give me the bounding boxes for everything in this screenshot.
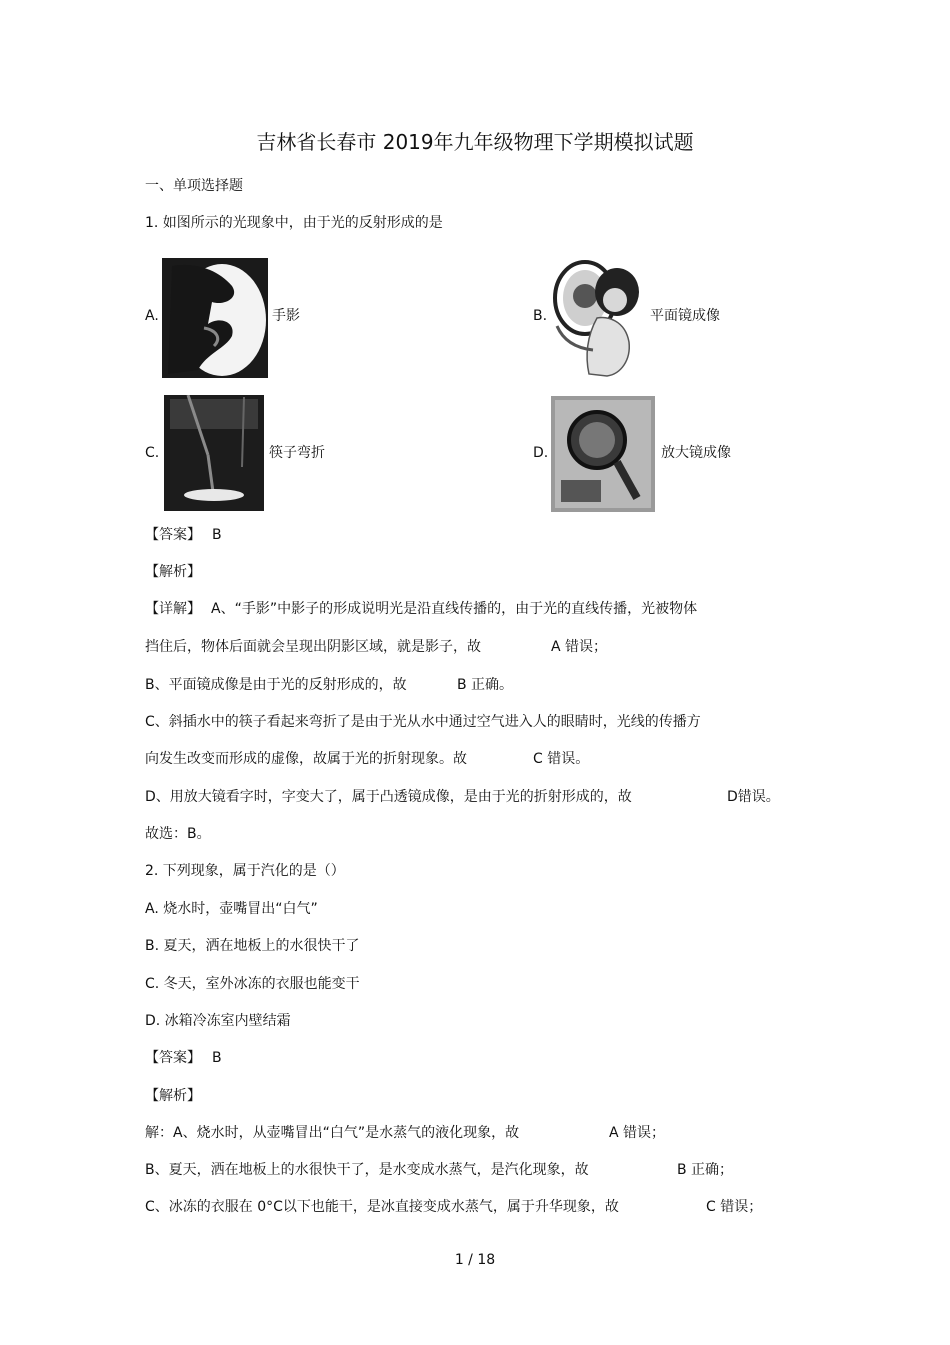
option-c-letter: C. <box>145 445 160 461</box>
q2-analysis-line-3: C、冰冻的衣服在 0°C以下也能干，是冰直接变成水蒸气，属于升华现象，故 <box>145 1199 619 1215</box>
q2-analysis-line-1: 解：A、烧水时，从壶嘴冒出“白气”是水蒸气的液化现象，故 <box>145 1125 520 1141</box>
page-number: 1 / 18 <box>454 1252 496 1268</box>
question-1-stem: 1. 如图所示的光现象中，由于光的反射形成的是 <box>145 215 443 231</box>
q2-option-b: B. 夏天，洒在地板上的水很快干了 <box>145 938 360 954</box>
q1-conclusion: 故选：B。 <box>145 826 211 842</box>
magnifier-image <box>551 396 655 512</box>
bent-chopstick-image <box>164 395 264 511</box>
q1-detail-line-6: D、用放大镜看字时，字变大了，属于凸透镜成像，是由于光的折射形成的，故 <box>145 789 632 805</box>
q2-option-d: D. 冰箱冷冻室内壁结霜 <box>145 1013 291 1029</box>
q2-answer-value: B <box>212 1050 222 1066</box>
q2-analysis-line-2-verdict: B 正确； <box>677 1162 734 1178</box>
q1-detail-line-6-verdict: D错误。 <box>727 789 780 805</box>
q1-detail-label: 【详解】 <box>145 601 201 617</box>
q1-detail-line-4: C、斜插水中的筷子看起来弯折了是由于光从水中通过空气进入人的眼睛时，光线的传播方 <box>145 714 701 730</box>
q2-analysis-line-2: B、夏天，洒在地板上的水很快干了，是水变成水蒸气，是汽化现象，故 <box>145 1162 589 1178</box>
question-2-stem: 2. 下列现象，属于汽化的是（） <box>145 863 345 879</box>
q2-option-a: A. 烧水时，壶嘴冒出“白气” <box>145 901 318 917</box>
q1-analysis-label: 【解析】 <box>145 564 201 580</box>
q1-detail-line-2-verdict: A 错误； <box>551 639 608 655</box>
q2-analysis-label: 【解析】 <box>145 1088 201 1104</box>
q2-analysis-line-3-verdict: C 错误； <box>706 1199 763 1215</box>
q1-answer-value: B <box>212 527 222 543</box>
hand-shadow-image <box>162 258 268 378</box>
q2-analysis-line-1-verdict: A 错误； <box>609 1125 666 1141</box>
option-b-caption: 平面镜成像 <box>650 308 720 324</box>
option-a-letter: A. <box>145 308 159 324</box>
document-title: 吉林省长春市 2019年九年级物理下学期模拟试题 <box>256 130 694 154</box>
q1-detail-line-5-verdict: C 错误。 <box>533 751 590 767</box>
q1-detail-line-3: B、平面镜成像是由于光的反射形成的，故 <box>145 677 407 693</box>
option-a-caption: 手影 <box>272 308 300 324</box>
q1-detail-line-3-verdict: B 正确。 <box>457 677 514 693</box>
q2-option-c: C. 冬天，室外冰冻的衣服也能变干 <box>145 976 360 992</box>
section-heading: 一、单项选择题 <box>145 178 243 194</box>
q1-detail-line-5: 向发生改变而形成的虚像，故属于光的折射现象。故 <box>145 751 467 767</box>
option-c-caption: 筷子弯折 <box>269 445 325 461</box>
option-b-letter: B. <box>533 308 548 324</box>
q1-detail-line-1: A、“手影”中影子的形成说明光是沿直线传播的，由于光的直线传播，光被物体 <box>211 601 698 617</box>
option-d-caption: 放大镜成像 <box>661 445 731 461</box>
q2-answer-label: 【答案】 <box>145 1050 201 1066</box>
option-d-letter: D. <box>533 445 549 461</box>
q1-answer-label: 【答案】 <box>145 527 201 543</box>
q1-detail-line-2: 挡住后，物体后面就会呈现出阴影区域，就是影子，故 <box>145 639 481 655</box>
mirror-image-picture <box>549 256 645 378</box>
